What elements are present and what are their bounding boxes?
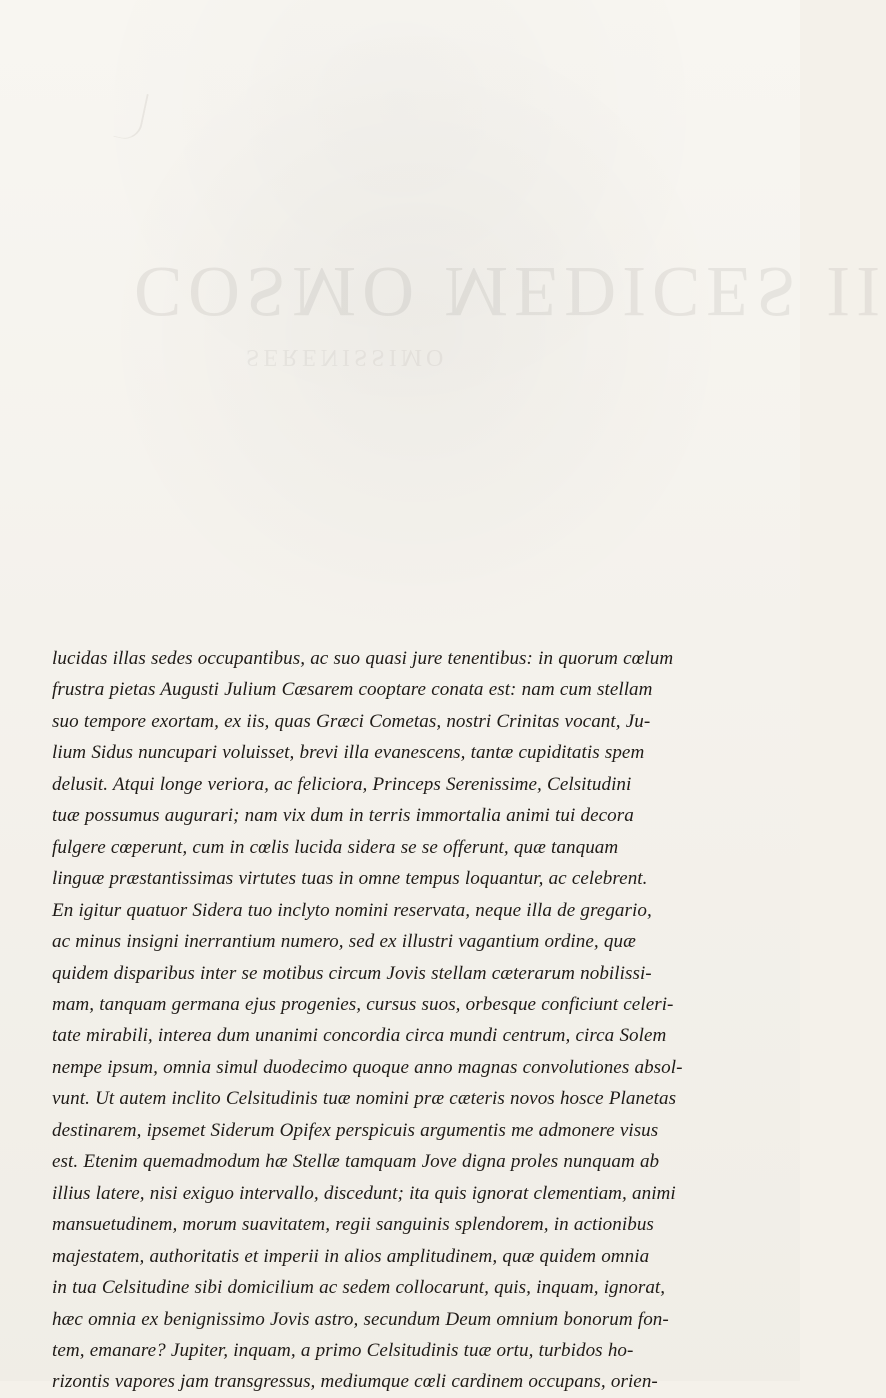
text-line-16: destinarem, ipsemet Siderum Opifex perspicuis argumentis me admonere visus <box>52 1119 659 1141</box>
text-line-23: tem, emanare? Jupiter, inquam, a primo Celsitudinis tuæ ortu, turbidos ho- <box>52 1339 634 1361</box>
text-line-22: hæc omnia ex benignissimo Jovis astro, secundum Deum omnium bonorum fon- <box>52 1308 669 1330</box>
text-line-14: nempe ipsum, omnia simul duodecimo quoque anno magnas convolutiones absol- <box>52 1056 683 1078</box>
bleed-through-subtitle: SERENISSIMO <box>246 344 448 370</box>
text-line-12: mam, tanquam germana ejus progenies, cursus suos, orbesque conficiunt celeri- <box>52 993 674 1015</box>
text-line-11: quidem disparibus inter se motibus circum Jovis stellam cæterarum nobilissi- <box>52 962 652 984</box>
text-line-18: illius latere, nisi exiguo intervallo, discedunt; ita quis ignorat clementiam, animi <box>52 1182 676 1204</box>
text-line-9: En igitur quatuor Sidera tuo inclyto nomini reservata, neque illa de gregario, <box>52 899 652 921</box>
text-line-8: linguæ præstantissimas virtutes tuas in omne tempus loquantur, ac celebrent. <box>52 868 648 890</box>
text-line-6: tuæ possumus augurari; nam vix dum in terris immortalia animi tui decora <box>52 805 634 827</box>
text-line-19: mansuetudinem, morum suavitatem, regii sanguinis splendorem, in actionibus <box>52 1214 654 1236</box>
text-line-13: tate mirabili, interea dum unanimi concordia circa mundi centrum, circa Solem <box>52 1025 667 1047</box>
text-line-1: lucidas illas sedes occupantibus, ac suo quasi jure tenentibus: in quorum cœlum <box>52 648 674 669</box>
text-line-3: suo tempore exortam, ex iis, quas Græci Cometas, nostri Crinitas vocant, Ju- <box>52 710 651 732</box>
text-line-24: rizontis vapores jam transgressus, mediumque cœli cardinem occupans, orien- <box>52 1371 658 1393</box>
text-line-4: lium Sidus nuncupari voluisset, brevi illa evanescens, tantæ cupiditatis spem <box>52 742 645 764</box>
text-line-17: est. Etenim quemadmodum hæ Stellæ tamquam Jove digna proles nunquam ab <box>52 1151 660 1173</box>
text-line-15: vunt. Ut autem inclito Celsitudinis tuæ nomini præ cæteris novos hosce Planetas <box>52 1088 677 1110</box>
text-line-2: frustra pietas Augusti Julium Cæsarem cooptare conata est: nam cum stellam <box>52 679 653 701</box>
main-text-block <box>52 643 758 1398</box>
text-line-20: majestatem, authoritatis et imperii in alios amplitudinem, quæ quidem omnia <box>52 1245 650 1267</box>
text-line-10: ac minus insigni inerrantium numero, sed ex illustri vagantium ordine, quæ <box>52 931 636 953</box>
bleed-through-title: COSMO MEDICES II <box>134 252 886 332</box>
text-line-7: fulgere cœperunt, cum in cœlis lucida sidera se se offerunt, quæ tanquam <box>52 836 619 858</box>
text-line-5: delusit. Atqui longe veriora, ac feliciora, Princeps Serenissime, Celsitudini <box>52 773 632 795</box>
text-line-21: in tua Celsitudine sibi domicilium ac sedem collocarunt, quis, inquam, ignorat, <box>52 1277 666 1299</box>
paper-mark <box>113 89 149 142</box>
